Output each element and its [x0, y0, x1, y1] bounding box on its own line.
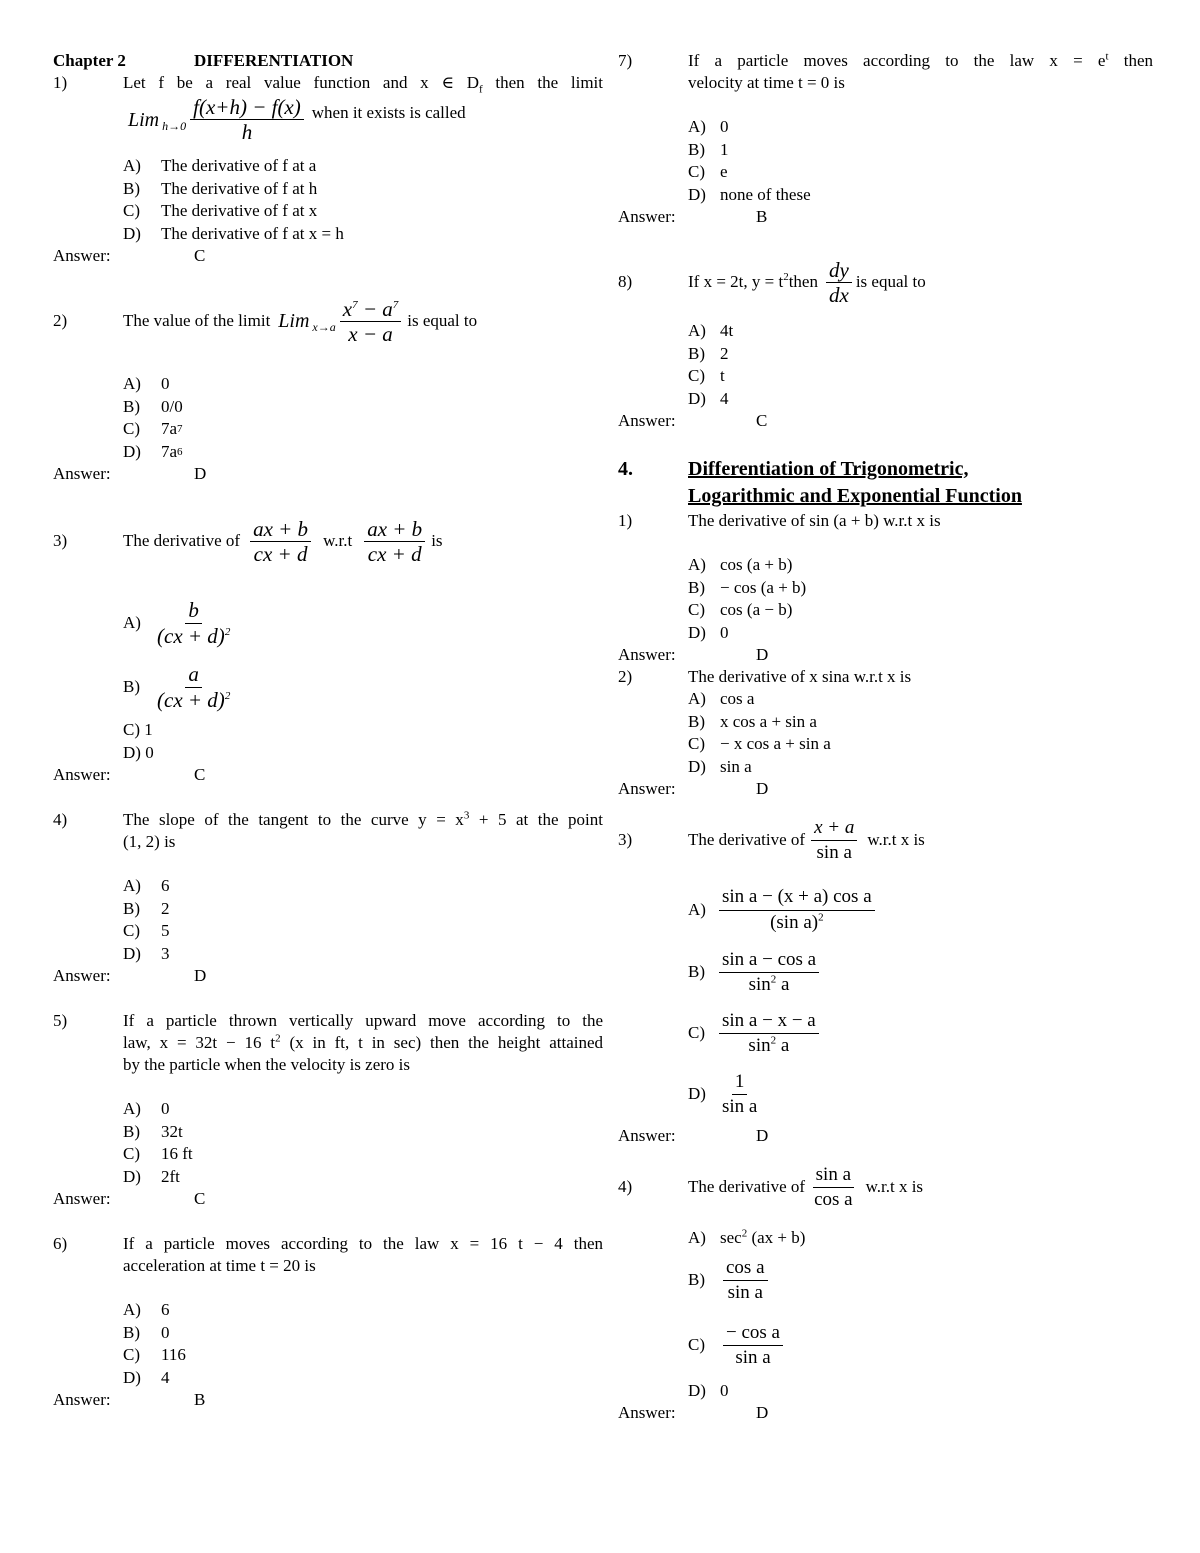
option-a[interactable]: A) $\sec^2 (ax + b)$ — [688, 1227, 806, 1247]
question-6: 6) If a particle moves according to the law x = 16 t − 4 then acceleration at time t = 20 is A) 6 B) 0 C) 116 D) 4 Answer: B — [53, 1234, 603, 1409]
answer-value: D — [756, 645, 769, 664]
options — [688, 688, 1153, 778]
answer-row: Answer: D — [53, 464, 207, 483]
option-d[interactable]: D) 4 — [123, 1367, 170, 1387]
option-a[interactable]: A) 6 — [123, 1300, 170, 1319]
answer-value: C — [194, 765, 206, 784]
option-b[interactable]: B) 32t — [123, 1121, 183, 1141]
question-3 — [53, 511, 603, 786]
chapter-label: Chapter 2 — [53, 51, 126, 70]
answer-row: Answer: B — [618, 207, 768, 226]
option-d[interactable]: D) sin a — [688, 756, 752, 776]
option-d[interactable]: D) 4 — [688, 388, 729, 408]
question-number: 4) — [53, 810, 68, 829]
question-number: 7) — [618, 51, 633, 70]
question-text: The derivative of $\frac{\text{sin a}}{\text{cos a}}$ w.r.t x is — [688, 1163, 924, 1210]
options — [123, 1098, 603, 1188]
option-b[interactable]: B) 0/0 — [123, 396, 183, 416]
right-column — [618, 50, 1153, 1424]
option-b[interactable]: B) The derivative of f at h — [123, 178, 318, 198]
option-b[interactable]: B) − cos (a + b) — [688, 577, 807, 597]
chapter-title: DIFFERENTIATION — [194, 51, 354, 70]
option-a[interactable]: A) cos (a + b) — [688, 555, 793, 574]
options — [123, 1299, 603, 1389]
option-d[interactable]: D) 0 — [688, 622, 729, 642]
answer-row: Answer: D — [618, 1403, 769, 1422]
question-number: 1) — [618, 511, 633, 530]
question-1 — [53, 72, 603, 267]
answer-value: D — [194, 464, 207, 483]
question-number: 6) — [53, 1234, 68, 1253]
section-question-4 — [618, 1159, 1153, 1424]
fraction: $\frac{ax + b}{cx + d}$ — [250, 518, 311, 565]
answer-value: D — [756, 779, 769, 798]
option-c[interactable]: C) − x cos a + sin a — [688, 734, 831, 753]
answer-value: B — [194, 1390, 206, 1409]
answer-row: Answer: C — [618, 411, 768, 430]
question-5: 5) If a particle thrown vertically upward move according to the law, x = 32t − 16 $t^2$ (x in ft, t in sec) then the height attained by the particle when the velocity is zero is A) 0 B) 32t C) 16 ft D) 2ft Answer: C — [53, 1011, 604, 1208]
question-number: 3) — [53, 531, 68, 550]
section-number: 4. — [618, 458, 633, 480]
option-d[interactable]: D) 2ft — [123, 1166, 180, 1186]
option-b[interactable]: B) 1 — [688, 139, 729, 159]
section-question-3 — [618, 812, 1153, 1147]
option-a[interactable]: A) 0 — [688, 117, 729, 136]
fraction: $\frac{x + a}{\text{sin a}}$ — [811, 817, 857, 864]
section-question-1 — [618, 510, 1153, 666]
answer-row: Answer: C — [53, 1189, 206, 1208]
answer-value: C — [756, 411, 768, 430]
options — [688, 320, 1153, 410]
section-title-line-1: Differentiation of Trigonometric, — [688, 458, 969, 480]
answer-value: D — [194, 966, 207, 985]
question-text: If a particle thrown vertically upward move according to the — [123, 1011, 603, 1030]
section-heading — [618, 456, 1153, 510]
question-number: 8) — [618, 272, 633, 291]
option-c[interactable]: C) 116 — [123, 1345, 186, 1364]
option-b[interactable]: B) $\frac{a}{(cx + d)^2}$ — [123, 662, 231, 712]
option-b[interactable]: B) $\frac{\text{cos a}}{\text{sin a}}$ — [688, 1250, 1153, 1312]
question-text: If a particle moves according to the law $x = e^t$ then — [688, 50, 1153, 70]
answer-row: Answer: D — [618, 645, 769, 664]
answer-row: Answer: D — [618, 779, 769, 798]
option-a[interactable]: A) cos a — [688, 689, 755, 708]
question-number: 3) — [618, 830, 633, 849]
question-text: Let f be a real value function and x ∈ $D_f$ then the limit — [123, 73, 604, 96]
option-a[interactable]: A) 6 — [123, 876, 170, 895]
option-c[interactable]: C) 5 — [123, 921, 170, 940]
question-text: The derivative of sin (a + b) w.r.t x is — [688, 511, 941, 530]
question-text: If a particle moves according to the law x = 16 t − 4 then — [123, 1234, 603, 1253]
option-a[interactable]: A) 0 — [123, 374, 170, 393]
question-number: 4) — [618, 1177, 633, 1196]
question-text: The slope of the tangent to the curve $y = x^3 + 5$ at the point — [123, 809, 603, 829]
option-d[interactable]: D) 0 — [123, 742, 154, 762]
option-c[interactable]: C) cos (a − b) — [688, 600, 793, 619]
answer-row: Answer: C — [53, 765, 206, 784]
option-c[interactable]: C) $\frac{\text{− cos a}}{\text{sin a}}$ — [688, 1312, 1153, 1380]
question-number: 1) — [53, 73, 68, 92]
option-c[interactable]: C) 1 — [123, 720, 153, 739]
option-a[interactable]: A) 4t — [688, 321, 734, 340]
option-b[interactable]: B) x cos a + sin a — [688, 711, 817, 731]
options — [688, 554, 1153, 644]
answer-row: Answer: D — [53, 966, 207, 985]
option-d[interactable]: D) none of these — [688, 184, 811, 204]
option-c[interactable]: C) The derivative of f at x — [123, 201, 318, 220]
question-number: 2) — [618, 667, 633, 686]
question-text: If x = 2t, y = t $^2$ then $\frac{dy}{dx}$ is equal to — [688, 257, 926, 307]
option-d[interactable]: D) $\frac{1}{\text{sin a}}$ — [688, 1070, 758, 1117]
option-d[interactable]: D) 7a 6 — [123, 441, 183, 461]
question-text: The value of the limit Lim x→a $\frac{x^7 - a^7}{x - a}$ is equal to — [123, 296, 478, 346]
limit-expression: Lim h→0 $\frac{f(x+h) - f(x)}{h}$ when it exists is called — [128, 95, 466, 144]
answer-value: D — [756, 1403, 769, 1422]
option-d[interactable]: D) The derivative of f at x = h — [123, 223, 344, 243]
option-c[interactable]: C) 7a 7 — [123, 419, 183, 438]
section-question-2 — [618, 666, 1153, 800]
option-d[interactable]: D) 0 — [688, 1380, 729, 1400]
option-a[interactable]: A) $\frac{\text{sin a − (x + a) cos a}}{(\sin a)^2}$ — [688, 878, 1153, 942]
options — [123, 591, 603, 764]
chapter-heading — [53, 50, 603, 72]
options — [123, 155, 603, 245]
option-a[interactable]: A) $\frac{b}{(cx + d)^2}$ — [123, 598, 231, 648]
question-text: The derivative of x sina w.r.t x is — [688, 667, 912, 686]
option-d[interactable]: D) 3 — [123, 943, 170, 963]
fraction: $\frac{\text{sin a}}{\text{cos a}}$ — [814, 1163, 853, 1210]
answer-value: B — [756, 207, 768, 226]
options — [123, 875, 603, 965]
section-title-line-2: Logarithmic and Exponential Function — [688, 485, 1022, 507]
option-c[interactable]: C) t — [688, 366, 725, 385]
left-column — [53, 50, 603, 1411]
options — [688, 1227, 1153, 1402]
option-b[interactable]: B) 2 — [123, 898, 170, 918]
options — [688, 878, 1153, 1125]
answer-value: C — [194, 246, 206, 265]
answer-row: Answer: C — [53, 246, 206, 265]
question-text: The derivative of $\frac{ax + b}{cx + d}$ w.r.t $\frac{ax + b}{cx + d}$ is — [123, 516, 443, 566]
answer-row: Answer: B — [53, 1390, 206, 1409]
question-number: 2) — [53, 311, 68, 330]
answer-row: Answer: D — [618, 1126, 769, 1145]
option-a[interactable]: A) 0 — [123, 1099, 170, 1118]
fraction: $\frac{x^7 - a^7}{x - a}$ — [340, 298, 402, 345]
option-c[interactable]: C) 16 ft — [123, 1144, 193, 1163]
question-7: 7) If a particle moves according to the law $x = e^t$ then velocity at time t = 0 is A) 0 B) 1 C) e D) none of these Answer: B — [618, 50, 1153, 226]
option-b[interactable]: B) 2 — [688, 343, 729, 363]
question-4: 4) The slope of the tangent to the curve $y = x^3 + 5$ at the point (1, 2) is A) 6 B) 2 C) 5 D) 3 Answer: D — [53, 809, 603, 985]
answer-value: D — [756, 1126, 769, 1145]
question-8 — [618, 254, 1153, 432]
option-b[interactable]: B) 0 — [123, 1322, 170, 1342]
fraction: $\frac{f(x+h) - f(x)}{h}$ — [190, 96, 304, 143]
options — [688, 116, 1153, 206]
option-c[interactable]: C) e — [688, 162, 728, 181]
question-2 — [53, 293, 603, 485]
option-a[interactable]: A) The derivative of f at a — [123, 156, 317, 175]
option-b[interactable]: B) $\frac{\text{sin a − cos a}}{\sin^2 a}$ — [688, 942, 1153, 1003]
question-number: 5) — [53, 1011, 68, 1030]
options — [123, 373, 603, 463]
question-text: The derivative of $\frac{x + a}{\text{sin a}}$ w.r.t x is — [688, 816, 925, 863]
answer-value: C — [194, 1189, 206, 1208]
fraction: $\frac{ax + b}{cx + d}$ — [364, 518, 425, 565]
fraction: $\frac{dy}{dx}$ — [826, 259, 852, 306]
option-c[interactable]: C) $\frac{\text{sin a − x − a}}{\sin^2 a}$ — [688, 1003, 1153, 1064]
